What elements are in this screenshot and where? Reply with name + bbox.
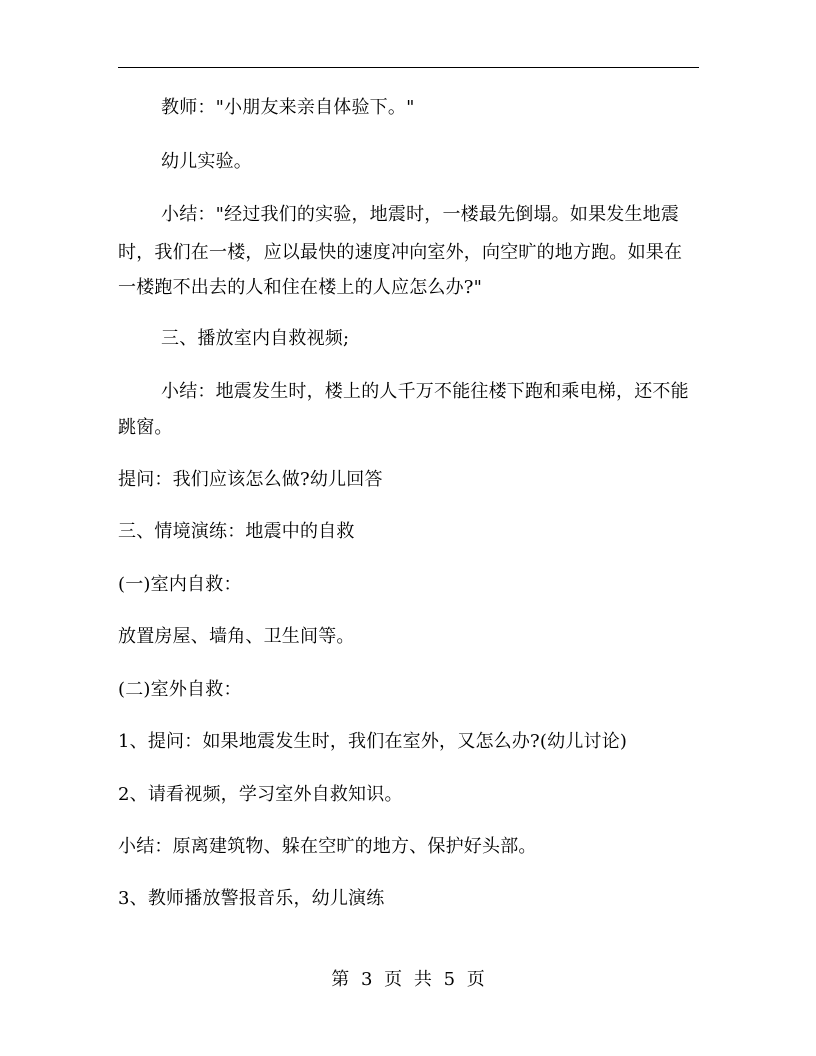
paragraph-line: 教师："小朋友来亲自体验下。" — [161, 97, 415, 118]
paragraph-line: 幼儿实验。 — [161, 151, 252, 172]
list-item: 2、请看视频，学习室外自救知识。 — [118, 784, 403, 805]
section-heading: 三、播放室内自救视频; — [161, 328, 350, 349]
page-number-footer: 第 3 页 共 5 页 — [331, 969, 485, 990]
paragraph-line: 提问：我们应该怎么做?幼儿回答 — [118, 469, 383, 490]
header-rule — [118, 67, 699, 68]
subsection-heading: (二)室外自救： — [118, 679, 242, 700]
paragraph-line: 跳窗。 — [118, 417, 173, 438]
paragraph-line: 一楼跑不出去的人和住在楼上的人应怎么办?" — [118, 277, 483, 298]
paragraph-line: 时，我们在一楼，应以最快的速度冲向室外，向空旷的地方跑。如果在 — [118, 242, 683, 263]
paragraph-line: 放置房屋、墙角、卫生间等。 — [118, 626, 355, 647]
list-item: 3、教师播放警报音乐，幼儿演练 — [118, 888, 385, 909]
paragraph-line: 小结：原离建筑物、躲在空旷的地方、保护好头部。 — [118, 836, 537, 857]
paragraph-line: 小结：地震发生时，楼上的人千万不能往楼下跑和乘电梯，还不能 — [161, 381, 689, 402]
paragraph-line: 小结："经过我们的实验，地震时，一楼最先倒塌。如果发生地震 — [161, 204, 680, 225]
section-heading: 三、情境演练：地震中的自救 — [118, 521, 355, 542]
list-item: 1、提问：如果地震发生时，我们在室外，又怎么办?(幼儿讨论) — [118, 731, 628, 752]
subsection-heading: (一)室内自救： — [118, 574, 242, 595]
